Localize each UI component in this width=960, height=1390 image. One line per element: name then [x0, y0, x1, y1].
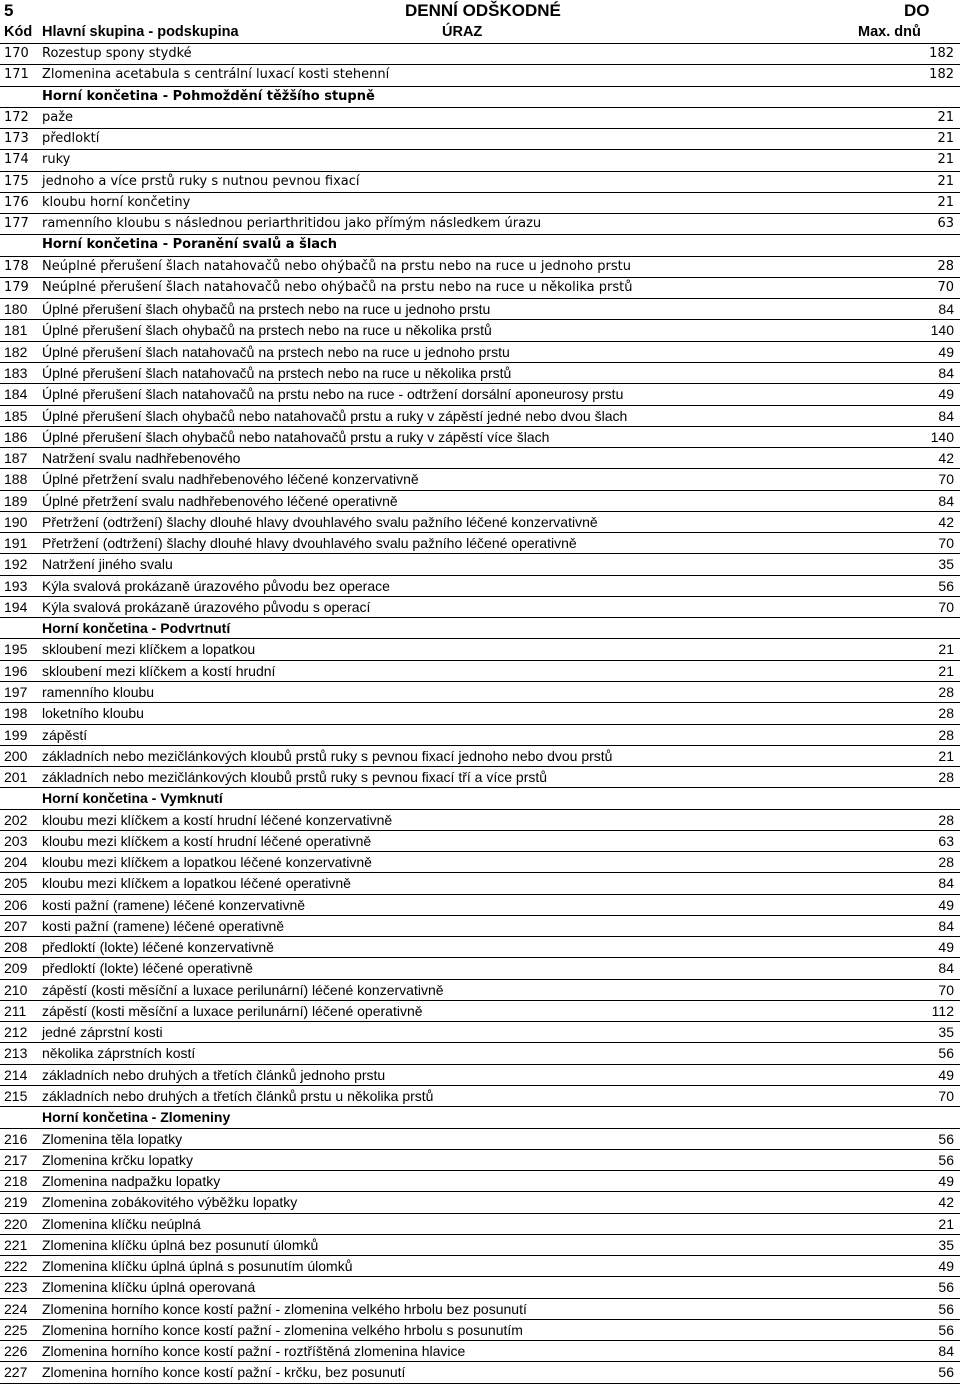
- row-max-days: 84: [938, 917, 954, 934]
- row-code: 199: [4, 726, 28, 743]
- row-injury-name: Úplné přetržení svalu nadhřebenového léčené operativně: [42, 492, 398, 509]
- row-max-days: 21: [938, 1215, 954, 1232]
- row-injury-name: ramenního kloubu: [42, 683, 155, 700]
- table-row: [0, 427, 960, 448]
- row-code: 209: [4, 960, 28, 977]
- column-header-group: Hlavní skupina - podskupina: [42, 24, 239, 40]
- section-title: Horní končetina - Pohmoždění těžšího stupně: [42, 88, 375, 104]
- row-injury-name: Přetržení (odtržení) šlachy dlouhé hlavy dvouhlavého svalu pažního léčené operativně: [42, 535, 577, 552]
- table-row: [0, 810, 960, 831]
- table-header: [0, 22, 960, 44]
- row-code: 179: [4, 279, 29, 295]
- row-injury-name: Úplné přetržení svalu nadhřebenového léčené konzervativně: [42, 471, 419, 488]
- table-row: [0, 1235, 960, 1256]
- page-number: 5: [4, 1, 14, 20]
- row-code: 189: [4, 492, 28, 509]
- table-row: [0, 1043, 960, 1064]
- table-row: [0, 1001, 960, 1022]
- row-code: 171: [4, 67, 29, 83]
- row-code: 222: [4, 1258, 28, 1275]
- row-injury-name: jednoho a více prstů ruky s nutnou pevnou fixací: [42, 173, 360, 189]
- table-row: [0, 1022, 960, 1043]
- row-max-days: 42: [938, 513, 954, 530]
- row-code: 176: [4, 194, 29, 210]
- section-title: Horní končetina - Vymknutí: [42, 790, 223, 807]
- table-row: [0, 363, 960, 384]
- row-max-days: 182: [929, 46, 954, 61]
- row-injury-name: paže: [42, 109, 74, 125]
- table-row: [0, 980, 960, 1001]
- row-max-days: 21: [938, 662, 954, 679]
- table-row: [0, 406, 960, 427]
- row-max-days: 84: [938, 960, 954, 977]
- table-row: [0, 150, 960, 171]
- row-injury-name: kosti pažní (ramene) léčené operativně: [42, 917, 285, 934]
- row-injury-name: kloubu mezi klíčkem a kostí hrudní léčené operativně: [42, 832, 372, 849]
- table-row: [0, 448, 960, 469]
- row-code: 220: [4, 1215, 28, 1232]
- column-header-max-days: Max. dnů: [858, 24, 921, 40]
- row-code: 208: [4, 939, 28, 956]
- row-code: 206: [4, 896, 28, 913]
- row-injury-name: kloubu mezi klíčkem a lopatkou léčené operativně: [42, 875, 351, 892]
- row-max-days: 49: [938, 939, 954, 956]
- table-row: [0, 1362, 960, 1383]
- row-injury-name: Rozestup spony stydké: [42, 46, 192, 61]
- table-row: [0, 278, 960, 299]
- table-row: [0, 1320, 960, 1341]
- table-row: [0, 725, 960, 746]
- row-max-days: 49: [938, 896, 954, 913]
- row-code: 184: [4, 386, 28, 403]
- table-row: [0, 65, 960, 86]
- row-max-days: 42: [938, 1194, 954, 1211]
- table-row: [0, 1192, 960, 1213]
- row-code: 178: [4, 258, 29, 274]
- row-injury-name: kosti pažní (ramene) léčené konzervativně: [42, 896, 306, 913]
- row-max-days: 28: [938, 811, 954, 828]
- table-row: [0, 1341, 960, 1362]
- table-row: [0, 767, 960, 788]
- table-row: [0, 193, 960, 214]
- row-code: 197: [4, 683, 28, 700]
- row-injury-name: předloktí (lokte) léčené konzervativně: [42, 939, 274, 956]
- table-row: [0, 44, 960, 65]
- section-title: Horní končetina - Poranění svalů a šlach: [42, 237, 338, 253]
- row-injury-name: ruky: [42, 152, 71, 168]
- row-code: 190: [4, 513, 28, 530]
- row-code: 185: [4, 407, 28, 424]
- row-max-days: 84: [938, 301, 954, 318]
- row-injury-name: ramenního kloubu s následnou periarthritidou jako přímým následkem úrazu: [42, 216, 542, 232]
- row-code: 201: [4, 769, 28, 786]
- row-code: 198: [4, 705, 28, 722]
- row-injury-name: Přetržení (odtržení) šlachy dlouhé hlavy dvouhlavého svalu pažního léčené konzervativně: [42, 513, 598, 530]
- row-max-days: 56: [938, 1300, 954, 1317]
- table-row: [0, 384, 960, 405]
- row-injury-name: Kýla svalová prokázaně úrazového původu bez operace: [42, 577, 390, 594]
- row-max-days: 21: [938, 641, 954, 658]
- row-max-days: 49: [938, 343, 954, 360]
- row-code: 188: [4, 471, 28, 488]
- row-code: 174: [4, 152, 29, 168]
- table-row: [0, 831, 960, 852]
- table-row: [0, 895, 960, 916]
- table-row: [0, 703, 960, 724]
- row-injury-name: Úplné přerušení šlach natahovačů na prstech nebo na ruce u několika prstů: [42, 364, 512, 381]
- row-injury-name: Zlomenina klíčku úplná úplná s posunutím úlomků: [42, 1258, 353, 1275]
- row-max-days: 28: [937, 258, 954, 274]
- row-code: 173: [4, 131, 29, 147]
- table-row: [0, 873, 960, 894]
- row-max-days: 35: [938, 1024, 954, 1041]
- section-header-row: [0, 788, 960, 809]
- row-injury-name: Neúplné přerušení šlach natahovačů nebo ohýbačů na prstu nebo na ruce u několika prstů: [42, 279, 633, 295]
- row-code: 213: [4, 1045, 28, 1062]
- row-code: 211: [4, 1002, 27, 1019]
- section-title: Horní končetina - Zlomeniny: [42, 1109, 231, 1126]
- row-max-days: 21: [937, 173, 954, 189]
- row-code: 219: [4, 1194, 28, 1211]
- row-injury-name: Natržení jiného svalu: [42, 556, 173, 573]
- row-max-days: 140: [930, 428, 954, 445]
- row-injury-name: Neúplné přerušení šlach natahovačů nebo ohýbačů na prstu nebo na ruce u jednoho prstu: [42, 258, 631, 274]
- row-code: 195: [4, 641, 28, 658]
- row-injury-name: Zlomenina nadpažku lopatky: [42, 1173, 221, 1190]
- row-injury-name: jedné záprstní kosti: [42, 1024, 163, 1041]
- table-row: [0, 469, 960, 490]
- row-max-days: 112: [931, 1002, 954, 1019]
- table-row: [0, 129, 960, 150]
- row-max-days: 70: [938, 981, 954, 998]
- row-injury-name: několika záprstních kostí: [42, 1045, 196, 1062]
- row-injury-name: skloubení mezi klíčkem a kostí hrudní: [42, 662, 276, 679]
- table-row: [0, 1299, 960, 1320]
- row-max-days: 84: [938, 364, 954, 381]
- row-injury-name: základních nebo druhých a třetích článků jednoho prstu: [42, 1066, 386, 1083]
- row-max-days: 56: [938, 1364, 954, 1381]
- row-max-days: 84: [938, 407, 954, 424]
- table-row: [0, 937, 960, 958]
- section-title: Horní končetina - Podvrtnutí: [42, 620, 231, 637]
- row-code: 221: [4, 1236, 28, 1253]
- row-code: 192: [4, 556, 28, 573]
- row-max-days: 182: [929, 67, 954, 83]
- table-row: [0, 1129, 960, 1150]
- row-injury-name: Úplné přerušení šlach ohybačů na prstech nebo na ruce u jednoho prstu: [42, 301, 491, 318]
- row-max-days: 28: [938, 769, 954, 786]
- row-code: 215: [4, 1088, 28, 1105]
- row-code: 200: [4, 747, 28, 764]
- row-max-days: 21: [937, 131, 954, 147]
- row-max-days: 49: [938, 1173, 954, 1190]
- row-injury-name: Úplné přerušení šlach ohybačů nebo natahovačů prstu a ruky v zápěstí více šlach: [42, 428, 550, 445]
- section-header-row: [0, 618, 960, 639]
- row-injury-name: kloubu mezi klíčkem a kostí hrudní léčené konzervativně: [42, 811, 393, 828]
- row-injury-name: skloubení mezi klíčkem a lopatkou: [42, 641, 256, 658]
- table-row: [0, 852, 960, 873]
- row-injury-name: Zlomenina klíčku úplná operovaná: [42, 1279, 256, 1296]
- row-injury-name: základních nebo mezičlánkových kloubů prstů ruky s pevnou fixací jednoho nebo dvou prstů: [42, 747, 613, 764]
- row-code: 225: [4, 1321, 28, 1338]
- table-row: [0, 661, 960, 682]
- row-injury-name: Zlomenina horního konce kostí pažní - zlomenina velkého hrbolu s posunutím: [42, 1321, 523, 1338]
- row-code: 175: [4, 173, 29, 189]
- table-row: [0, 682, 960, 703]
- row-max-days: 70: [937, 279, 954, 295]
- row-max-days: 28: [938, 854, 954, 871]
- column-header-injury: ÚRAZ: [442, 24, 483, 40]
- table-row: [0, 1065, 960, 1086]
- table-row: [0, 576, 960, 597]
- row-injury-name: Zlomenina horního konce kostí pažní - roztříštěná zlomenina hlavice: [42, 1343, 466, 1360]
- row-injury-name: Zlomenina zobákovitého výběžku lopatky: [42, 1194, 298, 1211]
- row-max-days: 70: [938, 1088, 954, 1105]
- row-code: 181: [4, 322, 28, 339]
- section-header-row: [0, 1107, 960, 1128]
- row-injury-name: předloktí: [42, 131, 100, 147]
- row-max-days: 56: [938, 1151, 954, 1168]
- row-code: 196: [4, 662, 28, 679]
- row-code: 183: [4, 364, 28, 381]
- row-max-days: 56: [938, 1130, 954, 1147]
- row-code: 224: [4, 1300, 28, 1317]
- row-injury-name: Zlomenina těla lopatky: [42, 1130, 183, 1147]
- row-code: 194: [4, 598, 28, 615]
- table-row: [0, 1214, 960, 1235]
- table-row: [0, 172, 960, 193]
- table-row: [0, 1256, 960, 1277]
- table-row: [0, 639, 960, 660]
- row-injury-name: Zlomenina krčku lopatky: [42, 1151, 193, 1168]
- table-row: [0, 512, 960, 533]
- row-injury-name: předloktí (lokte) léčené operativně: [42, 960, 253, 977]
- row-code: 223: [4, 1279, 28, 1296]
- row-max-days: 49: [938, 1066, 954, 1083]
- table-row: [0, 257, 960, 278]
- row-max-days: 49: [938, 1258, 954, 1275]
- row-injury-name: kloubu mezi klíčkem a lopatkou léčené konzervativně: [42, 854, 372, 871]
- row-max-days: 70: [938, 471, 954, 488]
- table-row: [0, 746, 960, 767]
- section-header-row: [0, 235, 960, 256]
- table-row: [0, 1171, 960, 1192]
- row-max-days: 49: [938, 386, 954, 403]
- row-max-days: 56: [938, 577, 954, 594]
- section-header-row: [0, 87, 960, 108]
- row-code: 180: [4, 301, 28, 318]
- table-row: [0, 491, 960, 512]
- row-max-days: 63: [937, 216, 954, 232]
- row-code: 217: [4, 1151, 28, 1168]
- row-max-days: 63: [938, 832, 954, 849]
- row-max-days: 28: [938, 683, 954, 700]
- row-code: 207: [4, 917, 28, 934]
- row-code: 205: [4, 875, 28, 892]
- row-max-days: 28: [938, 705, 954, 722]
- row-code: 226: [4, 1343, 28, 1360]
- row-max-days: 35: [938, 1236, 954, 1253]
- table-row: [0, 1150, 960, 1171]
- row-injury-name: základních nebo mezičlánkových kloubů prstů ruky s pevnou fixací tří a více prstů: [42, 769, 548, 786]
- row-injury-name: Zlomenina klíčku úplná bez posunutí úlomků: [42, 1236, 319, 1253]
- row-injury-name: zápěstí (kosti měsíční a luxace perilunární) léčené operativně: [42, 1002, 423, 1019]
- row-max-days: 56: [938, 1279, 954, 1296]
- row-max-days: 21: [937, 109, 954, 125]
- table-row: [0, 320, 960, 341]
- row-injury-name: Úplné přerušení šlach natahovačů na prstech nebo na ruce u jednoho prstu: [42, 343, 510, 360]
- table-row: [0, 214, 960, 235]
- row-max-days: 21: [937, 152, 954, 168]
- row-code: 186: [4, 428, 28, 445]
- row-max-days: 21: [938, 747, 954, 764]
- table-row: [0, 342, 960, 363]
- row-max-days: 35: [938, 556, 954, 573]
- row-max-days: 56: [938, 1321, 954, 1338]
- page-title: DENNÍ ODŠKODNÉ: [405, 1, 561, 20]
- row-injury-name: loketního kloubu: [42, 705, 144, 722]
- row-max-days: 28: [938, 726, 954, 743]
- row-max-days: 140: [930, 322, 954, 339]
- row-max-days: 84: [938, 1343, 954, 1360]
- row-max-days: 70: [938, 535, 954, 552]
- row-code: 214: [4, 1066, 28, 1083]
- row-code: 187: [4, 450, 28, 467]
- table-row: [0, 1277, 960, 1298]
- row-code: 227: [4, 1364, 28, 1381]
- table-row: [0, 916, 960, 937]
- row-code: 204: [4, 854, 28, 871]
- row-max-days: 21: [937, 194, 954, 210]
- row-injury-name: Kýla svalová prokázaně úrazového původu s operací: [42, 598, 371, 615]
- row-code: 203: [4, 832, 28, 849]
- row-max-days: 42: [938, 450, 954, 467]
- row-injury-name: Úplné přerušení šlach ohybačů na prstech nebo na ruce u několika prstů: [42, 322, 492, 339]
- row-max-days: 70: [938, 598, 954, 615]
- row-injury-name: zápěstí: [42, 726, 88, 743]
- row-code: 170: [4, 46, 29, 61]
- row-max-days: 56: [938, 1045, 954, 1062]
- row-code: 218: [4, 1173, 28, 1190]
- table-row: [0, 299, 960, 320]
- row-code: 191: [4, 535, 28, 552]
- page-header: [0, 0, 960, 22]
- row-code: 172: [4, 109, 29, 125]
- table-row: [0, 597, 960, 618]
- row-injury-name: Zlomenina klíčku neúplná: [42, 1215, 201, 1232]
- table-row: [0, 108, 960, 129]
- row-code: 182: [4, 343, 28, 360]
- row-injury-name: Zlomenina acetabula s centrální luxací kosti stehenní: [42, 67, 390, 83]
- row-max-days: 84: [938, 492, 954, 509]
- table-row: [0, 1086, 960, 1107]
- column-header-code: Kód: [4, 24, 33, 40]
- table-row: [0, 554, 960, 575]
- row-injury-name: Zlomenina horního konce kostí pažní - zlomenina velkého hrbolu bez posunutí: [42, 1300, 527, 1317]
- row-injury-name: Zlomenina horního konce kostí pažní - krčku, bez posunutí: [42, 1364, 406, 1381]
- row-injury-name: zápěstí (kosti měsíční a luxace perilunární) léčené konzervativně: [42, 981, 444, 998]
- row-injury-name: Úplné přerušení šlach natahovačů na prstu nebo na ruce - odtržení dorsální aponeurosy prstu: [42, 386, 624, 403]
- row-injury-name: kloubu horní končetiny: [42, 194, 191, 210]
- row-injury-name: Natržení svalu nadhřebenového: [42, 450, 241, 467]
- row-code: 210: [4, 981, 28, 998]
- row-injury-name: základních nebo druhých a třetích článků prstu u několika prstů: [42, 1088, 434, 1105]
- row-injury-name: Úplné přerušení šlach ohybačů nebo natahovačů prstu a ruky v zápěstí jedné nebo dvou šlach: [42, 407, 628, 424]
- row-code: 212: [4, 1024, 28, 1041]
- row-code: 193: [4, 577, 28, 594]
- injury-table: [0, 44, 960, 1384]
- row-code: 202: [4, 811, 28, 828]
- do-label: DO: [904, 1, 930, 20]
- table-row: [0, 533, 960, 554]
- row-code: 216: [4, 1130, 28, 1147]
- table-row: [0, 958, 960, 979]
- row-code: 177: [4, 216, 29, 232]
- row-max-days: 84: [938, 875, 954, 892]
